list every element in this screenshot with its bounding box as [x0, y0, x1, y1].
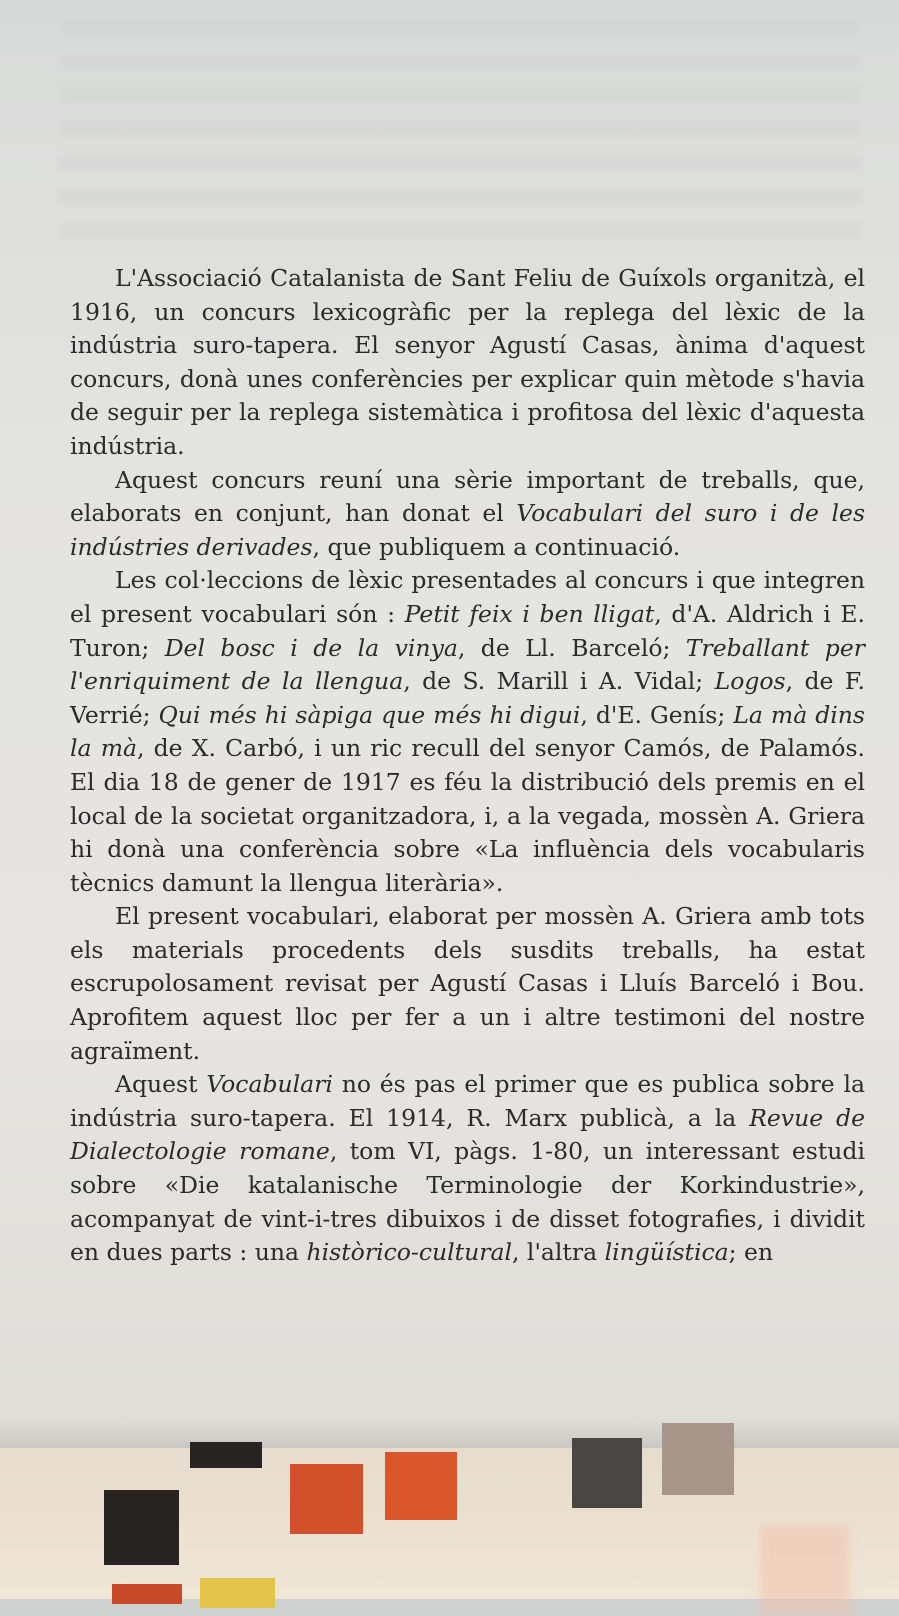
- text-run: Aquest concurs reuní una sèrie important de treballs, que, elaborats en conjunt, han donat el: [70, 465, 865, 528]
- cover-square-gray: [572, 1438, 642, 1508]
- text-run: , de S. Marill i A. Vidal;: [403, 667, 715, 696]
- text-run: , de Ll. Barceló;: [457, 633, 686, 662]
- text-run: , de F. Verrié;: [70, 667, 865, 729]
- italic-title: La mà dins la mà: [70, 700, 865, 763]
- cover-square-black: [104, 1490, 179, 1565]
- paragraph: [70, 564, 865, 900]
- italic-title: Petit feix i ben lligat: [404, 599, 655, 628]
- text-run: L'Associació Catalanista de Sant Feliu de Guíxols organitzà, el 1916, un concurs lexicogràfic per la replega del lèxic de la indústria suro-tapera. El senyor Agustí Casas, ànima d'aquest concurs, donà unes conferències per explicar quin mètode s'havia de seguir per la replega sistemàtica i profitosa del lèxic d'aquesta indústria.: [70, 264, 865, 460]
- text-run: , que publiquem a continuació.: [312, 532, 681, 561]
- paragraph: [70, 464, 865, 565]
- page-edge-shadow: [0, 1420, 899, 1448]
- italic-title: Del bosc i de la vinya: [164, 633, 458, 662]
- italic-title: Qui més hi sàpiga que més hi digui: [158, 700, 581, 729]
- italic-title: Vocabulari: [206, 1070, 333, 1099]
- bleed-through-text: [60, 20, 860, 240]
- body-text: [70, 262, 865, 1270]
- cover-square-black-top: [190, 1442, 262, 1468]
- text-run: , d'A. Aldrich i E. Turon;: [70, 599, 865, 662]
- paragraph: [70, 1068, 865, 1270]
- text-run: El present vocabulari, elaborat per mossèn A. Griera amb tots els materials procedents dels susdits treballs, ha estat escrupolosament revisat per Agustí Casas i Lluís Barceló i Bou. Aprofitem aquest lloc per fer a un i altre testimoni del nostre agraïment.: [70, 902, 865, 1065]
- cover-square-pink: [760, 1526, 850, 1616]
- text-run: no és pas el primer que es publica sobre la indústria suro-tapera. El 1914, R. Marx publicà, a la: [70, 1070, 865, 1132]
- cover-square-yellow: [200, 1578, 275, 1608]
- text-run: , d'E. Genís;: [580, 700, 734, 729]
- paragraph: [70, 900, 865, 1068]
- cover-square-tan: [662, 1423, 734, 1495]
- italic-title: Treballant per l'enriquiment de la llengua: [70, 633, 865, 696]
- cover-square-orange-2: [385, 1452, 457, 1520]
- text-run: Les col·leccions de lèxic presentades al concurs i que integren el present vocabulari són :: [70, 566, 865, 628]
- italic-title: històrico-cultural: [306, 1238, 512, 1267]
- cover-background: [0, 1448, 899, 1599]
- italic-title: Revue de Dialectologie romane: [70, 1103, 866, 1166]
- text-run: Aquest: [115, 1070, 207, 1099]
- cover-square-red-bottom: [112, 1584, 182, 1604]
- paragraph: [70, 262, 865, 464]
- text-run: ; en: [728, 1238, 774, 1267]
- text-run: , l'altra: [511, 1238, 605, 1267]
- text-run: , tom VI, pàgs. 1-80, un interessant estudi sobre «Die katalanische Terminologie der Korkindustrie», acompanyat de vint-i-tres dibuixos i de disset fotografies, i dividit en dues parts : una: [70, 1137, 865, 1267]
- italic-title: lingüística: [604, 1238, 729, 1267]
- text-run: , de X. Carbó, i un ric recull del senyor Camós, de Palamós. El dia 18 de gener de 1917 es féu la distribució dels premis en el local de la societat organitzadora, i, a la vegada, mossèn A. Griera hi donà una conferència sobre «La influència dels vocabularis tècnics damunt la llengua literària».: [70, 734, 865, 897]
- italic-title: Vocabulari del suro i de les indústries derivades: [70, 499, 865, 561]
- italic-title: Logos: [714, 667, 786, 696]
- cover-square-orange-1: [290, 1464, 363, 1534]
